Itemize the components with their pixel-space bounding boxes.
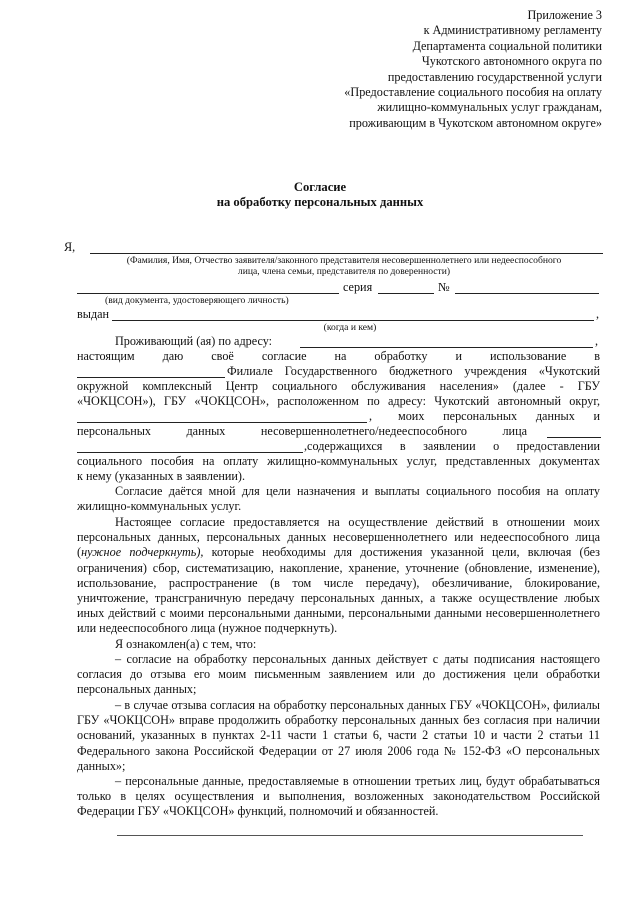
emphasis-span: нужное подчеркнуть),: [81, 545, 204, 560]
contained-words: [304, 439, 600, 454]
number-label: №: [438, 280, 450, 294]
footer-divider: [117, 835, 583, 836]
fio-hint: лица, члена семьи, представителя по доверенности): [237, 266, 451, 277]
header-line: предоставлению государственной услуги: [387, 69, 602, 84]
minor-words: [77, 424, 527, 439]
word: даю: [162, 349, 184, 363]
word: о: [493, 439, 500, 453]
header-line: Приложение 3: [527, 8, 602, 22]
bullet-paragraph: – согласие на обработку персональных данных действует с даты подписания настоящего согласия до отзыва его моим письменным заявлением или до достижения цели обработки персональных данных;: [77, 652, 600, 697]
issued-comma: ,: [596, 307, 600, 321]
minor-name-input-line[interactable]: [77, 452, 303, 453]
word: данных: [186, 424, 226, 438]
header-line: «Предоставление социального пособия на оплату: [344, 85, 602, 100]
document-type-input-line[interactable]: [77, 293, 339, 294]
fio-input-line[interactable]: [90, 253, 603, 254]
issued-label: выдан: [77, 307, 110, 321]
mine-comma: ,: [369, 409, 373, 423]
acquainted-line: Я ознакомлен(а) с тем, что:: [115, 637, 257, 651]
bullet-paragraph: – в случае отзыва согласия на обработку персональных данных ГБУ «ЧОКЦСОН», филиалы ГБУ «ЧОКЦСОН» вправе продолжить обработку персональных данных без согласия при наличии оснований, указанных в пунктах 2-11 части 1 статьи 6, части 2 статьи 10 и части 2 статьи 11 Федерального закона Российской Федерации от 27 июля 2006 года № 152-ФЗ «О персональных данных»;: [77, 698, 600, 773]
header-line: жилищно-коммунальных услуг гражданам,: [377, 100, 602, 115]
word: на: [334, 349, 347, 363]
appendix-header: [282, 8, 602, 131]
minor-input-line[interactable]: [547, 437, 601, 438]
i-label: Я,: [64, 240, 76, 254]
series-input-line[interactable]: [378, 293, 434, 294]
address-input-line[interactable]: [300, 347, 593, 348]
benefit-line: социального пособия на оплату жилищно-коммунальных услуг, представленных документах: [77, 454, 600, 468]
consent-line: [77, 349, 600, 364]
issued-hint: (когда и кем): [323, 322, 377, 333]
word: ,содержащихся: [304, 439, 383, 453]
purpose-paragraph: Согласие даётся мной для цели назначения и выплаты социального пособия на оплату жилищно-коммунальных услуг.: [77, 484, 600, 514]
word: в: [594, 349, 601, 363]
number-input-line[interactable]: [455, 293, 599, 294]
word: и: [593, 409, 601, 423]
word: моих: [398, 409, 425, 423]
fio-hint: (Фамилия, Имя, Отчество заявителя/законного представителя несовершеннолетнего или недееспособного: [126, 255, 562, 266]
word: предоставлении: [516, 439, 601, 453]
word: обработку: [374, 349, 428, 363]
actions-paragraph: [77, 515, 600, 637]
word: заявлении: [423, 439, 476, 453]
word: лица: [502, 424, 528, 438]
word: согласие: [261, 349, 307, 363]
document-title: Согласие: [293, 180, 347, 194]
filial-input-line[interactable]: [77, 377, 225, 378]
address-comma: ,: [595, 334, 599, 348]
word: и: [455, 349, 463, 363]
word: настоящим: [77, 349, 135, 363]
to-me-line: к нему (указанных в заявлении).: [77, 469, 246, 483]
word: своё: [211, 349, 234, 363]
word: персональных: [77, 424, 152, 438]
center-line: окружной комплексный Центр социального обслуживания населения» (далее - ГБУ: [77, 379, 600, 393]
header-line: Департамента социальной политики: [412, 38, 602, 53]
word: в: [399, 439, 406, 453]
text-span: Настоящее согласие предоставляется на осуществление действий в отношении моих персональных данных, персональных данных несовершеннолетнего или недееспособного лица (: [77, 515, 600, 560]
issued-input-line[interactable]: [112, 320, 594, 321]
document-subtitle: на обработку персональных данных: [216, 195, 424, 209]
header-line: Чукотского автономного округа по: [421, 54, 602, 69]
word: персональных: [443, 409, 518, 423]
address-label: Проживающий (ая) по адресу:: [115, 334, 273, 348]
text-span: которые необходимы для достижения указанной цели, включая (без ограничения) сбор, систематизацию, накопление, хранение, уточнение (обновление, изменение), использование, распространение (в том числе передачу), обезличивание, блокирование, уничтожение, трансграничную передачу персональных данных, а также осуществление любых иных действий с моими персональными данными, персональными данными несовершеннолетнего или недееспособного лица (нужное подчеркнуть).: [77, 545, 600, 636]
filial-text: Филиале Государственного бюджетного учреждения «Чукотский: [227, 364, 600, 378]
bullet-paragraph: – персональные данные, предоставляемые в отношении третьих лиц, будут обрабатываться только в целях осуществления и выполнения, возложенных законодательством Российской Федерации ГБУ «ЧОКЦСОН» функций, полномочий и обязанностей.: [77, 774, 600, 819]
document-hint: (вид документа, удостоверяющего личность): [105, 295, 289, 306]
location-line: «ЧОКЦСОН»), ГБУ «ЧОКЦСОН», расположенном по адресу: Чукотский автономный округ,: [77, 394, 600, 408]
header-line: к Административному регламенту: [423, 23, 602, 38]
mine-words: [398, 409, 600, 424]
word: несовершеннолетнего/недееспособного: [260, 424, 468, 438]
word: данных: [535, 409, 575, 423]
header-line: проживающим в Чукотском автономном округе»: [349, 115, 602, 130]
word: использование: [489, 349, 567, 363]
location-input-line[interactable]: [77, 422, 367, 423]
series-label: серия: [343, 280, 373, 294]
